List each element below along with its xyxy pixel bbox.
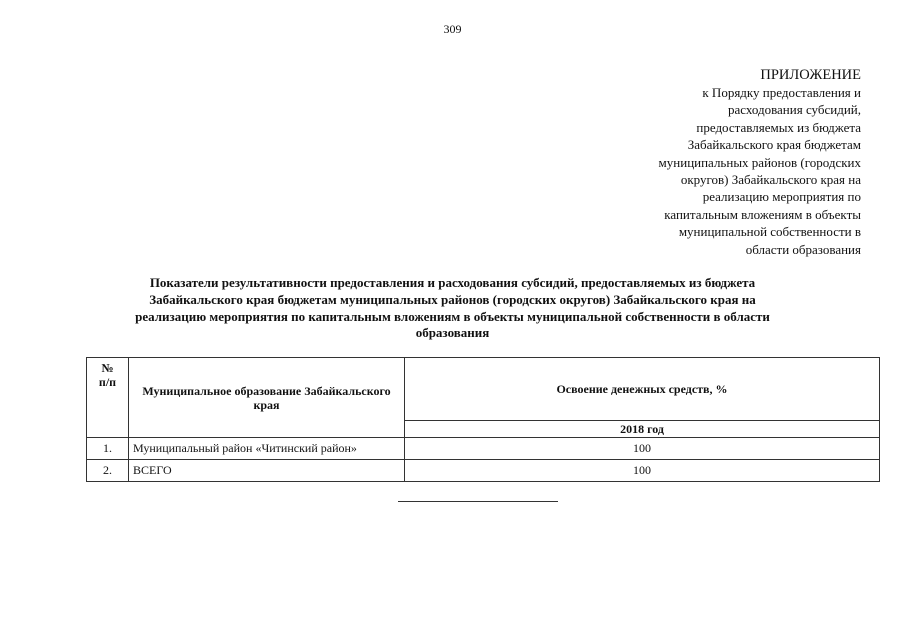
appendix-line: муниципальной собственности в <box>678 224 861 240</box>
document-title <box>90 275 815 342</box>
appendix-line: муниципальных районов (городских <box>658 154 861 170</box>
table-row <box>87 438 880 460</box>
header-number <box>87 358 129 438</box>
end-rule <box>398 501 558 502</box>
appendix-line: предоставляемых из бюджета <box>696 119 861 135</box>
header-year: 2018 год <box>405 421 880 438</box>
appendix-title: ПРИЛОЖЕНИЕ <box>760 67 861 83</box>
row-municipality: ВСЕГО <box>129 460 405 482</box>
appendix-block <box>561 66 861 258</box>
document-title-line: образования <box>415 325 490 341</box>
header-municipality: Муниципальное образование Забайкальского края <box>129 358 405 438</box>
row-number: 1. <box>87 438 129 460</box>
appendix-line: области образования <box>745 241 861 257</box>
results-table <box>86 357 880 482</box>
row-number: 2. <box>87 460 129 482</box>
appendix-line: капитальным вложениям в объекты <box>664 206 861 222</box>
header-number-abbr: п/п <box>98 375 117 389</box>
document-title-line: Показатели результативности предоставления и расходования субсидий, предоставляемых из бюджета <box>149 275 756 290</box>
appendix-line: расходования субсидий, <box>727 102 861 118</box>
header-development: Освоение денежных средств, % <box>405 358 880 421</box>
document-title-line: реализацию мероприятия по капитальным вложениям в объекты муниципальной собственности в области <box>135 308 770 324</box>
table-header-row <box>87 358 880 421</box>
row-municipality: Муниципальный район «Читинский район» <box>129 438 405 460</box>
appendix-line: к Порядку предоставления и <box>702 85 861 100</box>
row-value: 100 <box>405 438 880 460</box>
row-value: 100 <box>405 460 880 482</box>
header-number-symbol: № <box>101 361 114 375</box>
appendix-line: реализацию мероприятия по <box>702 189 861 205</box>
table-row <box>87 460 880 482</box>
document-title-line: Забайкальского края бюджетам муниципальных районов (городских округов) Забайкальского края на <box>149 291 756 307</box>
appendix-line: Забайкальского края бюджетам <box>687 137 861 153</box>
appendix-line: округов) Забайкальского края на <box>680 172 861 188</box>
page-number: 309 <box>443 22 462 36</box>
